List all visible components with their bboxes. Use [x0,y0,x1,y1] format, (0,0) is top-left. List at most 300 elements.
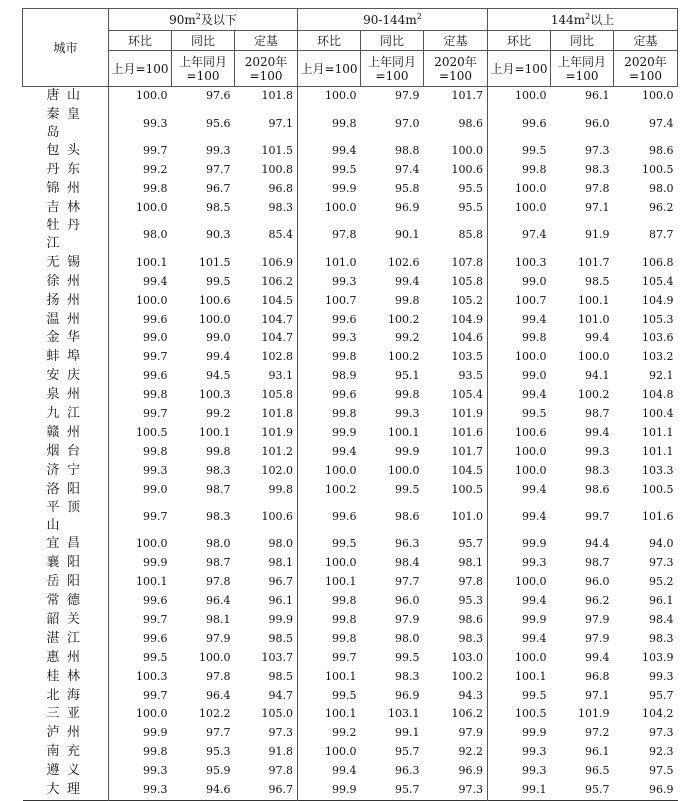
index-value: 85.4 [235,217,298,253]
index-value: 105.3 [642,312,674,326]
base-header-yoy: 上年同月=100 [551,51,614,87]
index-value: 96.9 [649,783,674,797]
table-row [23,348,678,367]
index-value: 97.9 [585,631,610,645]
index-value: 100.0 [388,463,420,477]
index-value: 99.3 [522,764,547,778]
group-1-sup: 2 [416,11,422,21]
index-value: 102.0 [235,461,298,480]
index-value: 101.9 [235,423,298,442]
city-name: 韶关 [23,611,109,630]
city-name: 大理 [23,781,109,800]
city-name: 宜昌 [23,535,109,554]
index-value: 96.1 [585,745,610,759]
city-name: 安庆 [23,367,109,386]
metric-header-mom: 环比 [488,31,551,51]
index-value: 101.0 [578,312,610,326]
city-name: 唐山 [23,87,109,106]
index-value: 100.6 [199,293,231,307]
index-value: 106.8 [642,255,674,269]
index-value: 99.5 [206,274,231,288]
index-value: 100.0 [325,463,357,477]
index-value: 100.2 [388,312,420,326]
index-value: 96.9 [424,762,488,781]
index-value: 101.7 [578,255,610,269]
city-name: 惠州 [23,648,109,667]
table-row [23,217,678,253]
index-value: 99.8 [143,182,168,196]
index-value: 98.5 [235,667,298,686]
city-name: 赣州 [23,423,109,442]
index-value: 99.8 [522,163,547,177]
index-value: 97.4 [522,228,547,242]
index-value: 99.5 [332,688,357,702]
index-value: 99.6 [143,631,168,645]
city-name: 泸州 [23,724,109,743]
index-value: 96.8 [235,180,298,199]
index-value: 97.9 [206,631,231,645]
city-name: 九江 [23,405,109,424]
index-value: 99.9 [395,444,420,458]
index-value: 101.0 [325,255,357,269]
group-header-under-90 [109,9,298,31]
index-value: 99.7 [143,613,168,627]
index-value: 100.2 [388,350,420,364]
city-name: 金华 [23,329,109,348]
table-row [23,629,678,648]
index-value: 93.5 [424,367,488,386]
index-value: 107.8 [424,253,488,272]
table-row [23,180,678,199]
index-value: 96.3 [395,764,420,778]
index-value: 99.3 [395,407,420,421]
index-value: 99.8 [332,613,357,627]
index-value: 100.6 [235,499,298,535]
table-row [23,743,678,762]
index-value: 99.4 [395,274,420,288]
city-name: 泉州 [23,386,109,405]
index-value: 101.1 [642,425,674,439]
index-value: 99.3 [332,274,357,288]
index-value: 104.7 [235,310,298,329]
index-value: 90.3 [206,228,231,242]
index-value: 99.8 [332,350,357,364]
city-name: 徐州 [23,272,109,291]
index-value: 97.8 [424,573,488,592]
base-header-fixed-base: 2020年=100 [424,51,488,87]
index-value: 95.7 [395,783,420,797]
group-header-90-144 [298,9,488,31]
index-value: 99.8 [332,116,357,130]
group-2-sup: 2 [585,11,591,21]
index-value: 96.0 [585,575,610,589]
city-name: 扬州 [23,291,109,310]
index-value: 99.2 [143,163,168,177]
index-value: 99.4 [522,388,547,402]
index-value: 104.6 [424,329,488,348]
index-value: 100.0 [136,201,168,214]
index-value: 94.0 [649,537,674,551]
index-value: 99.5 [143,650,168,664]
index-value: 99.5 [332,163,357,177]
group-0-prefix: 90m [169,12,196,27]
table-row [23,480,678,499]
index-value: 97.8 [235,762,298,781]
index-value: 100.0 [515,201,547,214]
index-value: 100.0 [325,745,357,759]
city-name: 南充 [23,743,109,762]
city-name: 桂林 [23,667,109,686]
index-value: 99.4 [522,312,547,326]
index-value: 98.3 [235,199,298,218]
index-value: 99.8 [143,388,168,402]
index-value: 97.4 [649,116,674,130]
index-value: 98.7 [206,482,231,496]
index-value: 97.8 [206,669,231,683]
table-row [23,781,678,800]
group-2-suffix: 以上 [590,12,615,27]
index-value: 100.0 [424,142,488,161]
index-value: 99.3 [332,331,357,345]
index-value: 95.7 [395,745,420,759]
city-name: 平顶山 [23,499,109,535]
metric-header-row [23,31,678,51]
index-value: 100.6 [515,425,547,439]
index-value: 100.0 [136,89,168,103]
index-value: 99.9 [522,726,547,740]
group-header-over-144 [488,9,678,31]
index-value: 95.5 [424,199,488,218]
index-value: 99.3 [522,745,547,759]
index-value: 100.0 [136,293,168,307]
index-value: 94.4 [585,537,610,551]
table-row [23,499,678,535]
table-row [23,87,678,106]
index-value: 99.9 [143,726,168,740]
index-value: 96.0 [395,594,420,608]
index-value: 98.7 [585,556,610,570]
base-header-row [23,51,678,87]
index-value: 99.9 [332,783,357,797]
group-0-suffix: 及以下 [200,12,237,27]
table-row [23,705,678,724]
group-1-prefix: 90-144m [363,12,417,27]
index-value: 96.7 [235,573,298,592]
index-value: 99.9 [522,537,547,551]
index-value: 99.7 [143,688,168,702]
index-value: 99.7 [332,650,357,664]
index-value: 99.8 [143,745,168,759]
index-value: 100.0 [515,182,547,196]
index-value: 98.0 [143,228,168,242]
table-row [23,405,678,424]
index-value: 101.7 [424,87,488,106]
index-value: 99.6 [332,312,357,326]
index-value: 95.8 [395,182,420,196]
index-value: 96.9 [395,688,420,702]
city-name: 济宁 [23,461,109,480]
index-value: 99.3 [585,444,610,458]
table-row [23,386,678,405]
index-value: 101.1 [642,444,674,458]
index-value: 99.8 [395,293,420,307]
index-value: 100.5 [136,425,168,439]
table-row [23,461,678,480]
index-value: 93.1 [235,367,298,386]
city-name: 襄阳 [23,554,109,573]
metric-header-mom: 环比 [298,31,361,51]
group-2-prefix: 144m [550,12,586,27]
city-name: 常德 [23,592,109,611]
index-value: 98.3 [206,463,231,477]
index-value: 99.4 [522,510,547,524]
index-value: 98.6 [424,106,488,142]
city-name: 温州 [23,310,109,329]
index-value: 99.7 [143,144,168,158]
table-row [23,573,678,592]
index-value: 101.5 [199,255,231,269]
index-value: 100.6 [424,161,488,180]
index-value: 99.4 [585,425,610,439]
index-value: 95.3 [206,745,231,759]
table-row [23,442,678,461]
index-value: 100.0 [515,89,547,103]
index-value: 100.1 [578,293,610,307]
index-value: 106.2 [235,272,298,291]
metric-header-fixed-base: 定基 [614,31,678,51]
index-value: 97.9 [395,613,420,627]
table-row [23,611,678,630]
index-value: 100.2 [325,482,357,496]
index-value: 99.3 [206,144,231,158]
index-value: 100.1 [388,425,420,439]
index-value: 97.8 [206,575,231,589]
table-row [23,423,678,442]
index-value: 99.4 [585,331,610,345]
index-value: 99.4 [522,482,547,496]
index-value: 96.3 [395,537,420,551]
base-header-fixed-base: 2020年=100 [235,51,298,87]
index-value: 96.4 [206,594,231,608]
index-value: 100.1 [136,255,168,269]
index-value: 98.0 [395,631,420,645]
index-value: 99.8 [395,388,420,402]
index-value: 99.5 [522,407,547,421]
index-value: 99.4 [585,650,610,664]
index-value: 97.8 [332,228,357,242]
table-body [23,87,678,801]
index-value: 101.9 [424,405,488,424]
index-value: 99.4 [332,144,357,158]
index-value: 99.0 [143,482,168,496]
index-value: 99.2 [395,331,420,345]
index-value: 98.1 [424,554,488,573]
index-value: 100.5 [642,482,674,496]
index-value: 100.0 [515,444,547,458]
index-value: 99.6 [332,388,357,402]
index-value: 98.8 [395,144,420,158]
index-value: 100.0 [325,89,357,103]
index-value: 105.2 [424,291,488,310]
table-row [23,686,678,705]
index-value: 97.3 [235,724,298,743]
index-value: 98.1 [235,554,298,573]
base-header-fixed-base: 2020年=100 [614,51,678,87]
index-value: 98.0 [235,535,298,554]
table-row [23,329,678,348]
index-value: 99.1 [395,726,420,740]
index-value: 99.4 [332,444,357,458]
index-value: 100.1 [325,669,357,683]
index-value: 99.0 [522,369,547,383]
index-value: 101.7 [424,442,488,461]
index-value: 100.0 [515,350,547,364]
index-value: 87.7 [649,228,674,242]
index-value: 91.9 [585,228,610,242]
index-value: 100.3 [515,255,547,269]
index-value: 98.7 [585,407,610,421]
index-value: 98.0 [649,182,674,196]
index-value: 100.5 [424,480,488,499]
table-row [23,310,678,329]
index-value: 85.8 [424,217,488,253]
base-header-mom: 上月=100 [109,51,172,87]
index-value: 97.7 [206,726,231,740]
index-value: 94.1 [585,369,610,383]
index-value: 94.6 [206,783,231,797]
index-value: 99.9 [332,182,357,196]
index-value: 100.3 [136,669,168,683]
index-value: 94.3 [424,686,488,705]
index-value: 101.8 [235,405,298,424]
index-value: 100.1 [325,707,357,721]
index-value: 99.8 [143,444,168,458]
base-header-mom: 上月=100 [298,51,361,87]
index-value: 96.1 [235,592,298,611]
index-value: 96.2 [649,201,674,214]
index-value: 99.9 [235,611,298,630]
index-value: 100.0 [199,650,231,664]
city-name: 三亚 [23,705,109,724]
index-value: 100.7 [515,293,547,307]
city-name: 洛阳 [23,480,109,499]
index-value: 100.1 [136,575,168,589]
index-value: 104.5 [424,461,488,480]
city-name: 包头 [23,142,109,161]
index-value: 91.8 [235,743,298,762]
index-value: 92.2 [424,743,488,762]
index-value: 97.9 [395,89,420,103]
table-row [23,762,678,781]
index-value: 99.8 [332,407,357,421]
index-value: 98.5 [585,274,610,288]
index-value: 94.5 [206,369,231,383]
index-value: 100.8 [235,161,298,180]
index-value: 100.1 [199,425,231,439]
index-value: 99.3 [143,116,168,130]
table-row [23,592,678,611]
index-value: 101.5 [235,142,298,161]
metric-header-yoy: 同比 [172,31,235,51]
city-name: 秦皇岛 [23,106,109,142]
index-value: 98.3 [424,629,488,648]
city-name: 蚌埠 [23,348,109,367]
index-value: 97.8 [585,182,610,196]
index-value: 100.0 [515,575,547,589]
city-name: 烟台 [23,442,109,461]
index-value: 100.0 [325,201,357,214]
index-value: 96.1 [585,89,610,103]
index-value: 103.1 [388,707,420,721]
index-value: 96.1 [649,594,674,608]
index-value: 100.7 [325,293,357,307]
index-value: 104.8 [642,388,674,402]
metric-header-fixed-base: 定基 [235,31,298,51]
index-value: 100.4 [642,407,674,421]
index-value: 99.3 [649,669,674,683]
index-value: 104.2 [642,707,674,721]
index-value: 104.7 [235,329,298,348]
index-value: 100.0 [515,650,547,664]
index-value: 97.2 [585,726,610,740]
index-value: 100.0 [642,89,674,103]
index-value: 102.8 [235,348,298,367]
index-value: 105.0 [235,705,298,724]
index-value: 100.0 [578,350,610,364]
index-value: 99.4 [522,631,547,645]
index-value: 101.0 [424,499,488,535]
index-value: 92.1 [649,369,674,383]
table-row [23,142,678,161]
index-value: 99.8 [206,444,231,458]
index-value: 96.5 [585,764,610,778]
index-value: 101.8 [235,87,298,106]
index-value: 99.3 [143,783,168,797]
index-value: 100.0 [136,537,168,551]
city-name: 北海 [23,686,109,705]
index-value: 98.7 [206,556,231,570]
index-value: 95.7 [585,783,610,797]
index-value: 100.1 [325,575,357,589]
index-value: 98.0 [206,537,231,551]
index-value: 104.9 [642,293,674,307]
base-header-yoy: 上年同月=100 [361,51,424,87]
index-value: 98.6 [424,611,488,630]
index-value: 99.5 [332,537,357,551]
base-header-yoy: 上年同月=100 [172,51,235,87]
index-value: 98.5 [235,629,298,648]
city-name: 遵义 [23,762,109,781]
metric-header-mom: 环比 [109,31,172,51]
index-value: 103.6 [642,331,674,345]
table-row [23,106,678,142]
index-value: 103.5 [424,348,488,367]
table-row [23,535,678,554]
index-value: 97.3 [424,781,488,800]
index-value: 100.5 [642,163,674,177]
index-value: 99.4 [206,350,231,364]
index-value: 99.7 [143,407,168,421]
index-value: 100.0 [136,707,168,721]
city-name: 丹东 [23,161,109,180]
index-value: 95.2 [649,575,674,589]
index-value: 99.5 [395,482,420,496]
index-value: 100.0 [515,463,547,477]
index-value: 99.6 [143,369,168,383]
index-value: 102.6 [388,255,420,269]
index-value: 106.2 [424,705,488,724]
index-value: 102.2 [199,707,231,721]
